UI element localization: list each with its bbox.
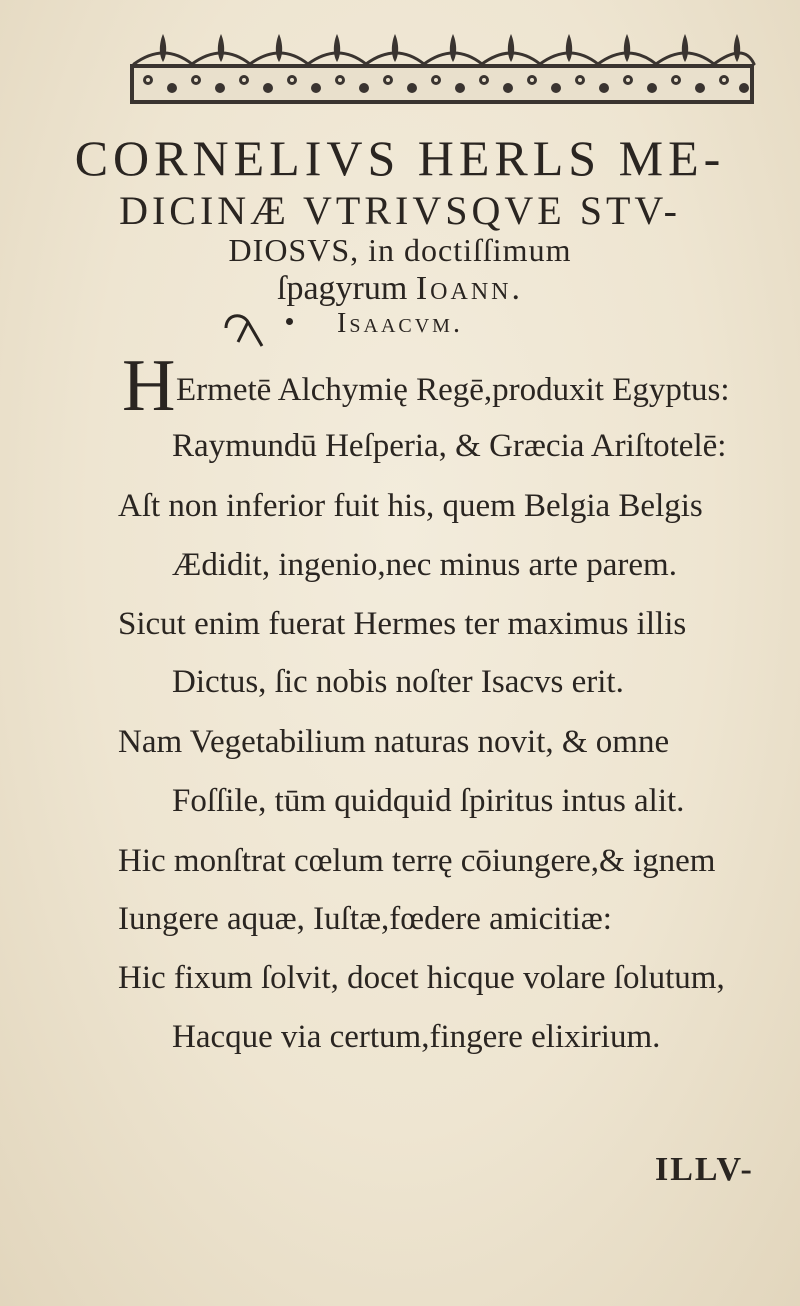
verse-line-3: Aſt non inferior fuit his, quem Belgia Belgis <box>118 488 703 524</box>
verse-line-9: Hic monſtrat cœlum terrę cōiungere,& ignem <box>118 843 716 879</box>
verse-line-10: Iungere aquæ, Iuſtæ,fœdere amicitiæ: <box>118 901 612 937</box>
ornamental-dot <box>286 318 293 325</box>
verse-line-2: Raymundū Heſperia, & Græcia Ariſtotelē: <box>172 428 727 464</box>
verse-line-7: Nam Vegetabilium naturas novit, & omne <box>118 724 670 760</box>
verse-line-1: Ermetē Alchymię Regē,produxit Egyptus: <box>176 372 730 408</box>
verse-line-12: Hacque via certum,fingere elixirium. <box>172 1019 661 1055</box>
verse-line-11: Hic fixum ſolvit, docet hicque volare ſolutum, <box>118 960 725 996</box>
title-line-4 <box>0 268 800 310</box>
title-line-2: DICINÆ VTRIVSQVE STV- <box>119 188 681 233</box>
title-line-1: CORNELIVS HERLS ME- <box>74 130 726 186</box>
title-line-4-text: ſpagyrum <box>277 270 416 307</box>
verse-line-4: Ædidit, ingenio,nec minus arte parem. <box>172 547 677 583</box>
title-line-3: DIOSVS, in doctiſſimum <box>228 232 572 268</box>
title-line-5: Isaacvm. <box>337 308 463 339</box>
verse-line-5: Sicut enim fuerat Hermes ter maximus illis <box>118 606 687 642</box>
alchemical-sign-icon <box>222 308 266 348</box>
drop-cap: H <box>122 345 176 427</box>
ornamental-headpiece <box>128 18 756 108</box>
verse-line-8: Foſſile, tūm quidquid ſpiritus intus alit. <box>172 783 685 819</box>
catchword: ILLV- <box>655 1151 754 1188</box>
title-line-4-name: Ioann. <box>415 270 523 307</box>
verse-line-6: Dictus, ſic nobis noſter Isacvs erit. <box>172 664 624 700</box>
